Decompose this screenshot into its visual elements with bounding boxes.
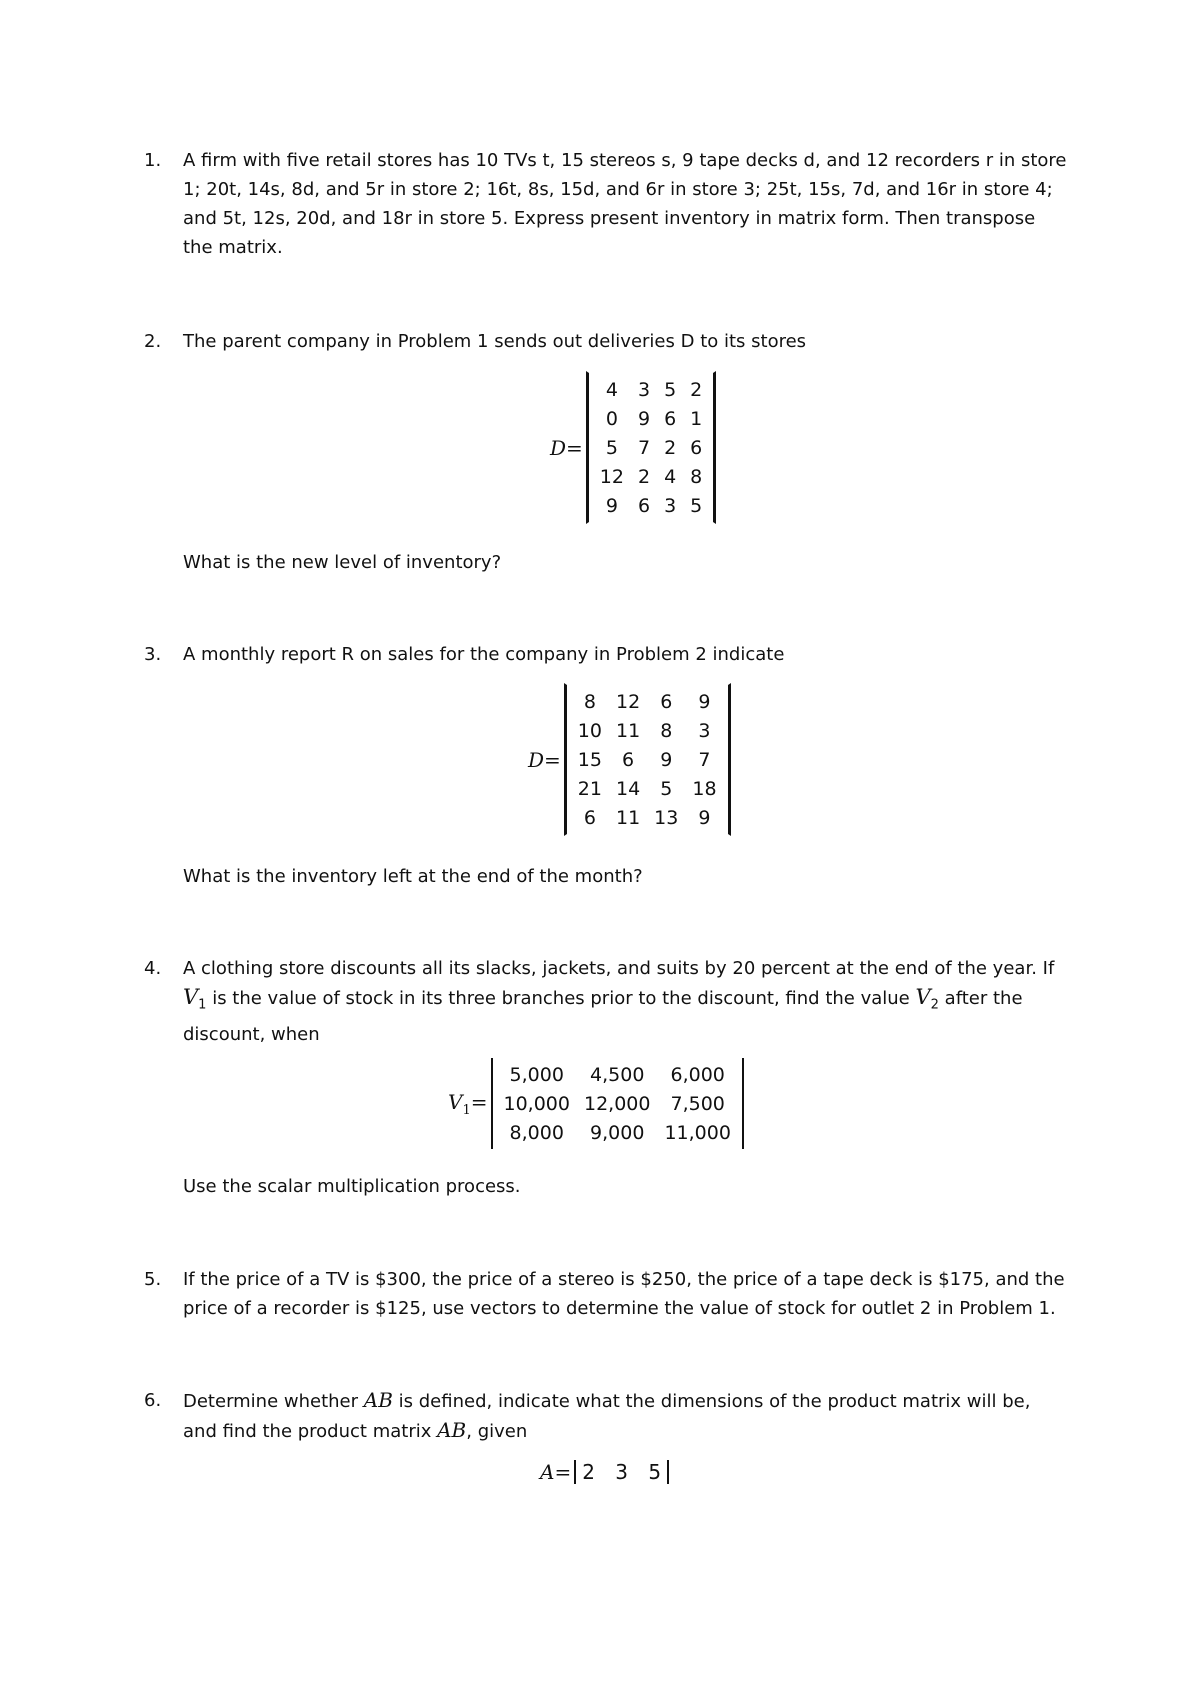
- matrix-row: [593, 462, 709, 491]
- matrix-cell: 8: [690, 465, 703, 488]
- matrix-cell: 2: [637, 465, 651, 488]
- matrix-cell: 10,000: [503, 1092, 570, 1115]
- matrix-row: [593, 491, 709, 520]
- matrix-label: D=: [528, 747, 561, 772]
- matrix-cell: 5: [690, 494, 703, 517]
- text-line: 1; 20t, 14s, 8d, and 5r in store 2; 16t, 8s, 15d, and 6r in store 3; 25t, 15s, 7d, and 16r in store 4;: [183, 179, 1053, 200]
- matrix-d: [550, 371, 716, 524]
- matrix-cell: 10: [577, 719, 602, 742]
- text-line: [183, 1386, 1068, 1416]
- matrix-cell: 4: [664, 465, 677, 488]
- matrix-cell: 2: [664, 436, 677, 459]
- matrix-cell: 6: [622, 748, 635, 771]
- matrix-table: [497, 1060, 738, 1147]
- question-followup: Use the scalar multiplication process.: [183, 1176, 521, 1197]
- question-number: 1.: [144, 150, 162, 171]
- matrix-cell: 12: [599, 465, 624, 488]
- matrix-cell: 9: [698, 806, 711, 829]
- matrix-cell: 8: [660, 719, 673, 742]
- matrix-row: [571, 687, 724, 716]
- row-vector: 2 3 5: [574, 1460, 669, 1484]
- matrix-row: [571, 716, 724, 745]
- question-text: [183, 1386, 1068, 1446]
- matrix-v1: [448, 1058, 744, 1149]
- matrix-r: [528, 683, 731, 836]
- text-line: If the price of a TV is $300, the price of a stereo is $250, the price of a tape deck is $175, and the: [183, 1269, 1065, 1290]
- matrix-cell: 9: [660, 748, 673, 771]
- v-subscript: 2: [930, 997, 939, 1013]
- question-text: [183, 954, 1068, 1049]
- question-text: The parent company in Problem 1 sends out deliveries D to its stores: [183, 331, 807, 352]
- matrix-label: A=: [540, 1460, 572, 1484]
- matrix-cell: 11: [615, 719, 641, 742]
- matrix-cell: 6: [664, 407, 677, 430]
- matrix-cell: 5: [605, 436, 618, 459]
- matrix-row: [497, 1089, 738, 1118]
- matrix-cell: 6: [660, 690, 673, 713]
- matrix-row: [497, 1060, 738, 1089]
- matrix-bracket: [564, 683, 731, 836]
- text-line: the matrix.: [183, 237, 283, 258]
- question-text: [183, 146, 1068, 262]
- matrix-row: [571, 803, 724, 832]
- matrix-row: [593, 404, 709, 433]
- question-number: 6.: [144, 1390, 162, 1411]
- matrix-row: [593, 375, 709, 404]
- matrix-cell: 5: [660, 777, 673, 800]
- matrix-cell: 1: [690, 407, 703, 430]
- matrix-row: [571, 745, 724, 774]
- text-line: discount, when: [183, 1023, 320, 1045]
- matrix-cell: 4: [605, 378, 618, 401]
- question-text: [183, 1265, 1068, 1323]
- matrix-cell: 7,500: [670, 1092, 725, 1115]
- matrix-cell: 6: [583, 806, 596, 829]
- text-line: [183, 1416, 1068, 1446]
- matrix-bracket: [491, 1058, 744, 1149]
- matrix-cell: 21: [577, 777, 602, 800]
- question-number: 2.: [144, 331, 162, 352]
- text-line: [183, 983, 1068, 1020]
- matrix-cell: 6,000: [670, 1063, 725, 1086]
- matrix-cell: 4,500: [590, 1063, 645, 1086]
- matrix-cell: 6: [690, 436, 703, 459]
- matrix-cell: 3: [664, 494, 677, 517]
- matrix-cell: 5,000: [509, 1063, 564, 1086]
- v-symbol: V: [915, 985, 931, 1009]
- matrix-cell: 3: [698, 719, 711, 742]
- matrix-cell: 13: [654, 806, 679, 829]
- matrix-cell: 14: [615, 777, 641, 800]
- ab-symbol: AB: [437, 1418, 467, 1442]
- text-line: price of a recorder is $125, use vectors to determine the value of stock for outlet 2 in Problem 1.: [183, 1298, 1056, 1319]
- matrix-cell: 5: [664, 378, 677, 401]
- question-followup: What is the new level of inventory?: [183, 552, 502, 573]
- matrix-label: $V_1=$: [448, 1089, 488, 1118]
- question-followup: What is the inventory left at the end of the month?: [183, 866, 643, 887]
- matrix-cell: 9,000: [590, 1121, 645, 1144]
- question-text: A monthly report R on sales for the company in Problem 2 indicate: [183, 644, 785, 665]
- matrix-cell: 9: [605, 494, 618, 517]
- matrix-cell: 8,000: [509, 1121, 564, 1144]
- matrix-cell: 15: [577, 748, 602, 771]
- matrix-table: [593, 375, 709, 520]
- text-fragment: is the value of stock in its three branches prior to the discount, find the value: [212, 988, 910, 1009]
- text-fragment: is defined, indicate what the dimensions of the product matrix will be,: [398, 1391, 1031, 1412]
- text-fragment: and find the product matrix: [183, 1421, 432, 1442]
- matrix-cell: 7: [698, 748, 711, 771]
- matrix-a: [540, 1460, 669, 1484]
- matrix-cell: 7: [637, 436, 651, 459]
- matrix-row: [593, 433, 709, 462]
- matrix-cell: 9: [698, 690, 711, 713]
- text-line: A firm with five retail stores has 10 TVs t, 15 stereos s, 9 tape decks d, and 12 recorders r in store: [183, 150, 1067, 171]
- matrix-cell: 18: [692, 777, 717, 800]
- text-fragment: after the: [944, 988, 1023, 1009]
- matrix-cell: 12: [615, 690, 641, 713]
- ab-symbol: AB: [363, 1388, 393, 1412]
- v-subscript: 1: [198, 997, 207, 1013]
- text-line: and 5t, 12s, 20d, and 18r in store 5. Express present inventory in matrix form. Then transpose: [183, 208, 1036, 229]
- text-fragment: Determine whether: [183, 1391, 359, 1412]
- matrix-cell: 0: [605, 407, 618, 430]
- v-symbol: V: [183, 985, 199, 1009]
- matrix-cell: 8: [583, 690, 596, 713]
- question-number: 5.: [144, 1269, 162, 1290]
- question-number: 3.: [144, 644, 162, 665]
- matrix-row: [497, 1118, 738, 1147]
- matrix-cell: 12,000: [583, 1092, 651, 1115]
- matrix-cell: 6: [637, 494, 651, 517]
- matrix-row: [571, 774, 724, 803]
- question-number: 4.: [144, 958, 162, 979]
- text-line: A clothing store discounts all its slacks, jackets, and suits by 20 percent at the end of the year. If: [183, 958, 1055, 979]
- matrix-cell: 11: [615, 806, 641, 829]
- matrix-cell: 2: [690, 378, 703, 401]
- matrix-cell: 3: [637, 378, 651, 401]
- matrix-cell: 11,000: [664, 1121, 731, 1144]
- matrix-label: D=: [550, 435, 583, 460]
- matrix-table: [571, 687, 724, 832]
- matrix-cell: 9: [637, 407, 651, 430]
- matrix-bracket: [586, 371, 716, 524]
- text-fragment: , given: [466, 1421, 528, 1442]
